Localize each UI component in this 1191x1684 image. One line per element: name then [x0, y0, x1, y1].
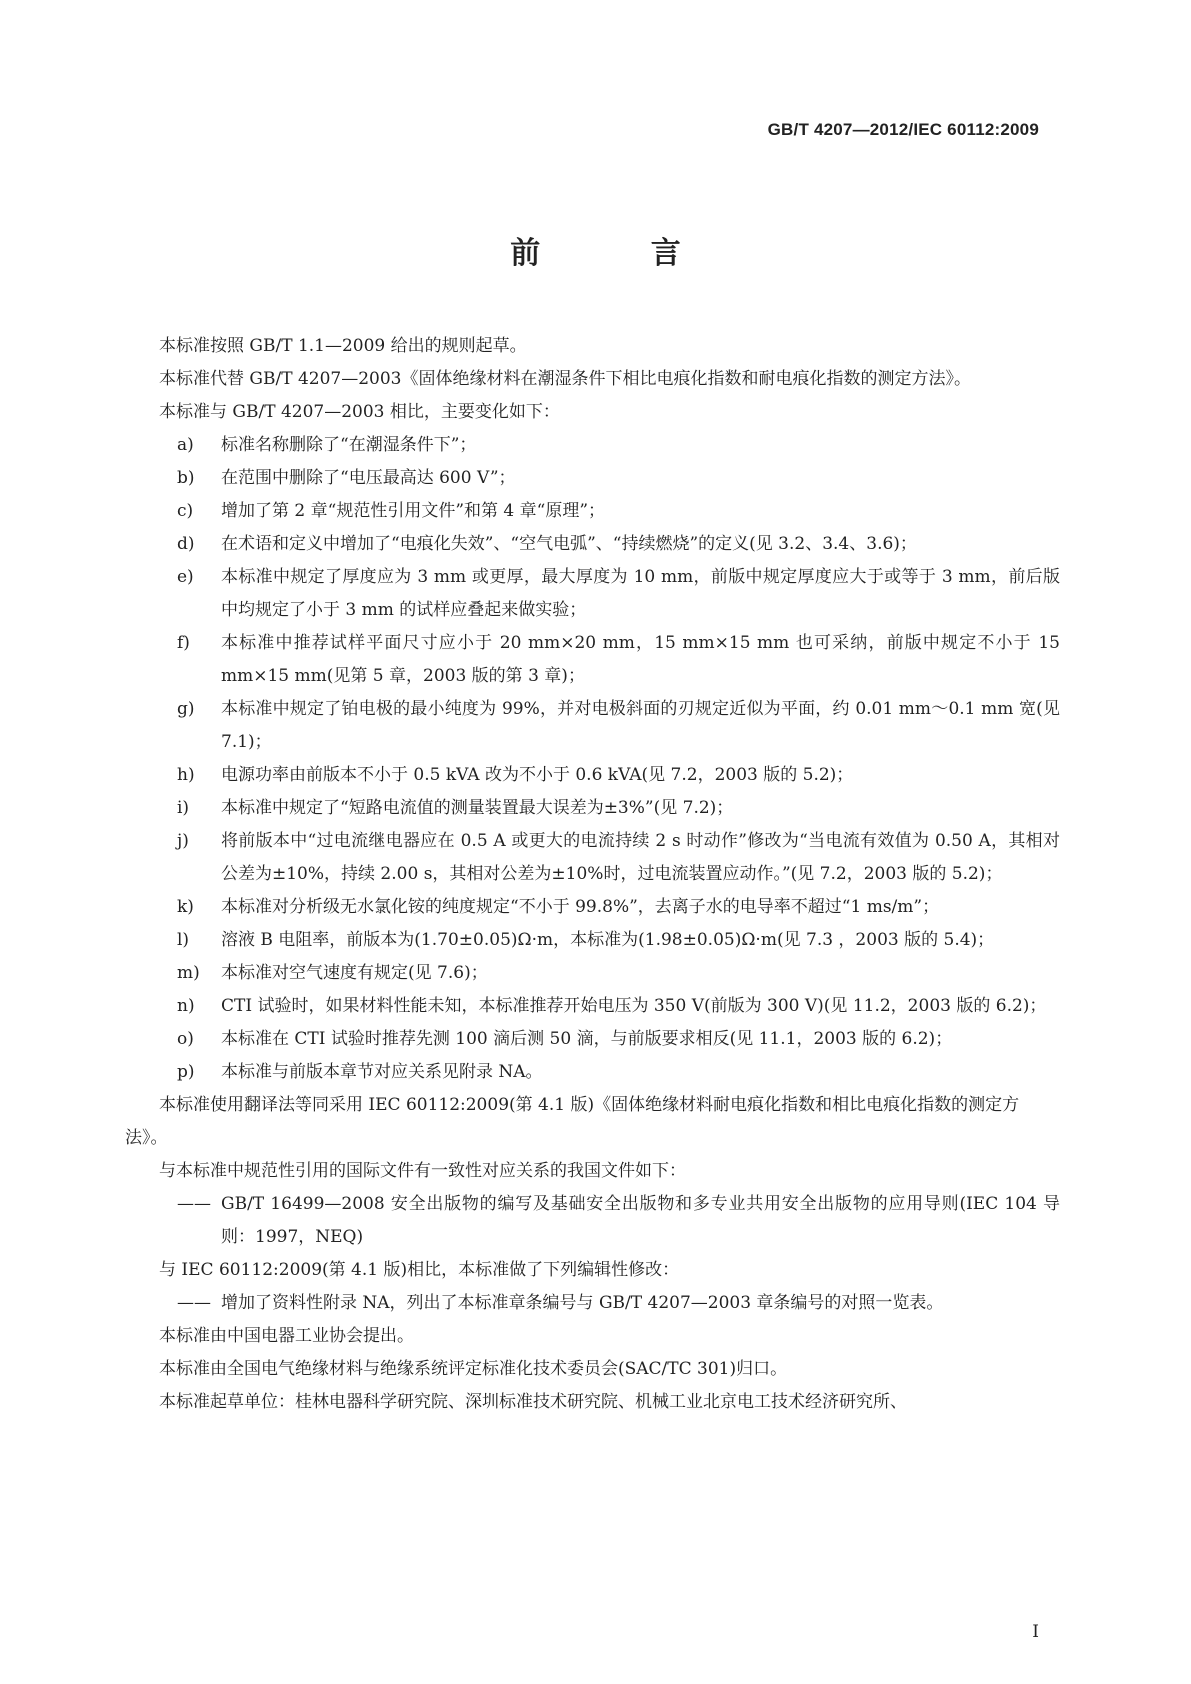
standard-code: GB/T 4207—2012/IEC 60112:2009: [767, 120, 1039, 139]
list-text: 本标准中推荐试样平面尺寸应小于 20 mm×20 mm，15 mm×15 mm 也可采纳，前版中规定不小于 15 mm×15 mm(见第 5 章，2003 版的第 3 章)；: [221, 633, 1060, 686]
paragraph: 本标准与 GB/T 4207—2003 相比，主要变化如下：: [159, 402, 560, 422]
list-marker: c): [177, 501, 194, 521]
list-text: 本标准对分析级无水氯化铵的纯度规定“不小于 99.8%”，去离子水的电导率不超过“1 ms/m”；: [221, 897, 940, 917]
list-text: 本标准与前版本章节对应关系见附录 NA。: [221, 1062, 543, 1082]
paragraph: 本标准起草单位：桂林电器科学研究院、深圳标准技术研究院、机械工业北京电工技术经济研究所、: [159, 1392, 907, 1412]
list-marker: h): [177, 765, 195, 785]
list-text: 电源功率由前版本不小于 0.5 kVA 改为不小于 0.6 kVA(见 7.2，2003 版的 5.2)；: [221, 765, 854, 785]
list-text: 溶液 B 电阻率，前版本为(1.70±0.05)Ω·m，本标准为(1.98±0.05)Ω·m(见 7.3 ，2003 版的 5.4)；: [221, 930, 995, 950]
list-text: 增加了第 2 章“规范性引用文件”和第 4 章“原理”；: [221, 501, 606, 521]
list-item: [125, 924, 1060, 957]
list-item: [125, 627, 1060, 693]
list-item: [125, 429, 1060, 462]
list-marker: j): [177, 831, 189, 851]
list-item: [125, 759, 1060, 792]
list-marker: o): [177, 1029, 194, 1049]
list-item: [125, 825, 1060, 891]
list-marker: g): [177, 699, 195, 719]
list-item: [125, 1287, 1060, 1320]
paragraph: 与本标准中规范性引用的国际文件有一致性对应关系的我国文件如下：: [159, 1161, 686, 1181]
list-item: [125, 1188, 1060, 1254]
list-item: [125, 957, 1060, 990]
list-text: 本标准在 CTI 试验时推荐先测 100 滴后测 50 滴，与前版要求相反(见 11.1，2003 版的 6.2)；: [221, 1029, 953, 1049]
list-text: 在术语和定义中增加了“电痕化失效”、“空气电弧”、“持续燃烧”的定义(见 3.2、3.4、3.6)；: [221, 534, 917, 554]
list-text: 本标准中规定了厚度应为 3 mm 或更厚，最大厚度为 10 mm，前版中规定厚度应大于或等于 3 mm，前后版中均规定了小于 3 mm 的试样应叠起来做实验；: [221, 567, 1060, 620]
paragraph: 本标准由全国电气绝缘材料与绝缘系统评定标准化技术委员会(SAC/TC 301)归口。: [159, 1359, 788, 1379]
changes-list: [125, 429, 1060, 1089]
list-marker: f): [177, 633, 190, 653]
list-marker: k): [177, 897, 194, 917]
list-marker: d): [177, 534, 195, 554]
list-text: 标准名称删除了“在潮湿条件下”；: [221, 435, 477, 455]
list-item: [125, 693, 1060, 759]
list-text: 本标准对空气速度有规定(见 7.6)；: [221, 963, 488, 983]
list-item: [125, 792, 1060, 825]
list-item: [125, 1023, 1060, 1056]
list-marker: b): [177, 468, 195, 488]
list-marker: l): [177, 930, 190, 950]
list-text: 本标准中规定了“短路电流值的测量装置最大误差为±3%”(见 7.2)；: [221, 798, 734, 818]
page-title: 前 言: [510, 236, 731, 271]
list-marker: a): [177, 435, 194, 455]
list-marker: i): [177, 798, 190, 818]
paragraph: 本标准由中国电器工业协会提出。: [159, 1326, 414, 1346]
list-item: [125, 990, 1060, 1023]
paragraph: 本标准代替 GB/T 4207—2003《固体绝缘材料在潮湿条件下相比电痕化指数和耐电痕化指数的测定方法》。: [159, 369, 971, 389]
list-marker: ——: [177, 1293, 211, 1313]
list-item: [125, 528, 1060, 561]
paragraph: 与 IEC 60112:2009(第 4.1 版)相比，本标准做了下列编辑性修改：: [159, 1260, 680, 1280]
list-marker: p): [177, 1062, 195, 1082]
list-text: CTI 试验时，如果材料性能未知，本标准推荐开始电压为 350 V(前版为 300 V)(见 11.2，2003 版的 6.2)；: [221, 996, 1047, 1016]
list-item: [125, 561, 1060, 627]
list-text: 在范围中删除了“电压最高达 600 V”；: [221, 468, 516, 488]
paragraph: 本标准使用翻译法等同采用 IEC 60112:2009(第 4.1 版)《固体绝缘材料耐电痕化指数和相比电痕化指数的测定方法》。: [125, 1095, 1020, 1148]
list-item: [125, 495, 1060, 528]
list-text: 将前版本中“过电流继电器应在 0.5 A 或更大的电流持续 2 s 时动作”修改为“当电流有效值为 0.50 A，其相对公差为±10%，持续 2.00 s，其相对公差为±10%时，过电流装置应动作。”(见 7.2，2003 版的 5.2)；: [221, 831, 1060, 884]
list-marker: m): [177, 963, 200, 983]
list-marker: e): [177, 567, 194, 587]
list-text: 增加了资料性附录 NA，列出了本标准章条编号与 GB/T 4207—2003 章条编号的对照一览表。: [221, 1293, 944, 1313]
list-marker: ——: [177, 1194, 211, 1214]
page-number: I: [1032, 1622, 1039, 1642]
paragraph: 本标准按照 GB/T 1.1—2009 给出的规则起草。: [159, 336, 527, 356]
list-item: [125, 1056, 1060, 1089]
list-item: [125, 462, 1060, 495]
list-text: 本标准中规定了铂电极的最小纯度为 99%，并对电极斜面的刃规定近似为平面，约 0.01 mm～0.1 mm 宽(见 7.1)；: [221, 699, 1060, 752]
list-text: GB/T 16499—2008 安全出版物的编写及基础安全出版物和多专业共用安全出版物的应用导则(IEC 104 导则：1997，NEQ): [221, 1194, 1060, 1247]
foreword-body: [125, 330, 1060, 1419]
list-marker: n): [177, 996, 195, 1016]
list-item: [125, 891, 1060, 924]
